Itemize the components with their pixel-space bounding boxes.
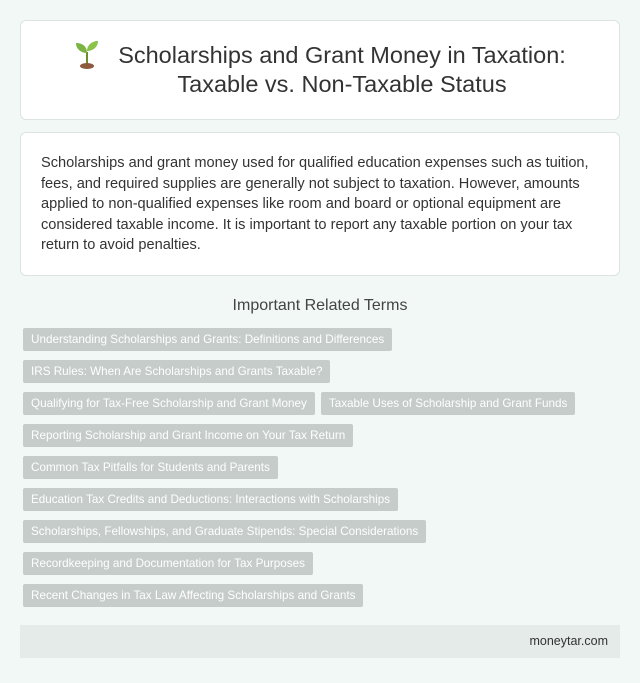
footer-site-link[interactable]: moneytar.com bbox=[529, 634, 608, 648]
related-term-tag[interactable]: Recent Changes in Tax Law Affecting Scholarships and Grants bbox=[23, 584, 363, 607]
related-term-tag[interactable]: Common Tax Pitfalls for Students and Parents bbox=[23, 456, 278, 479]
page bbox=[20, 0, 620, 658]
related-term-tag[interactable]: Scholarships, Fellowships, and Graduate Stipends: Special Considerations bbox=[23, 520, 426, 543]
sprout-icon bbox=[74, 39, 100, 69]
header-card bbox=[20, 20, 620, 120]
related-term-tag[interactable]: Education Tax Credits and Deductions: Interactions with Scholarships bbox=[23, 488, 398, 511]
related-term-tag[interactable]: Recordkeeping and Documentation for Tax Purposes bbox=[23, 552, 313, 575]
page-title bbox=[118, 41, 566, 99]
header-content bbox=[74, 41, 566, 99]
related-term-tag[interactable]: Qualifying for Tax-Free Scholarship and Grant Money bbox=[23, 392, 315, 415]
related-term-tag[interactable]: Taxable Uses of Scholarship and Grant Funds bbox=[321, 392, 575, 415]
related-terms-list bbox=[20, 328, 603, 607]
related-term-tag[interactable]: IRS Rules: When Are Scholarships and Grants Taxable? bbox=[23, 360, 330, 383]
footer bbox=[20, 625, 620, 658]
title-line-1: Scholarships and Grant Money in Taxation: bbox=[118, 42, 566, 68]
title-line-2: Taxable vs. Non-Taxable Status bbox=[177, 71, 507, 97]
summary-text: Scholarships and grant money used for qualified education expenses such as tuition, fees, and required supplies are generally not subject to taxation. However, amounts applied to non-qualified expenses like room and board or optional equipment are considered taxable income. It is important to report any taxable portion on your tax return to avoid penalties. bbox=[41, 155, 589, 253]
summary-card bbox=[20, 132, 620, 276]
related-term-tag[interactable]: Reporting Scholarship and Grant Income on Your Tax Return bbox=[23, 424, 353, 447]
related-terms-heading: Important Related Terms bbox=[232, 296, 408, 314]
related-term-tag[interactable]: Understanding Scholarships and Grants: Definitions and Differences bbox=[23, 328, 392, 351]
